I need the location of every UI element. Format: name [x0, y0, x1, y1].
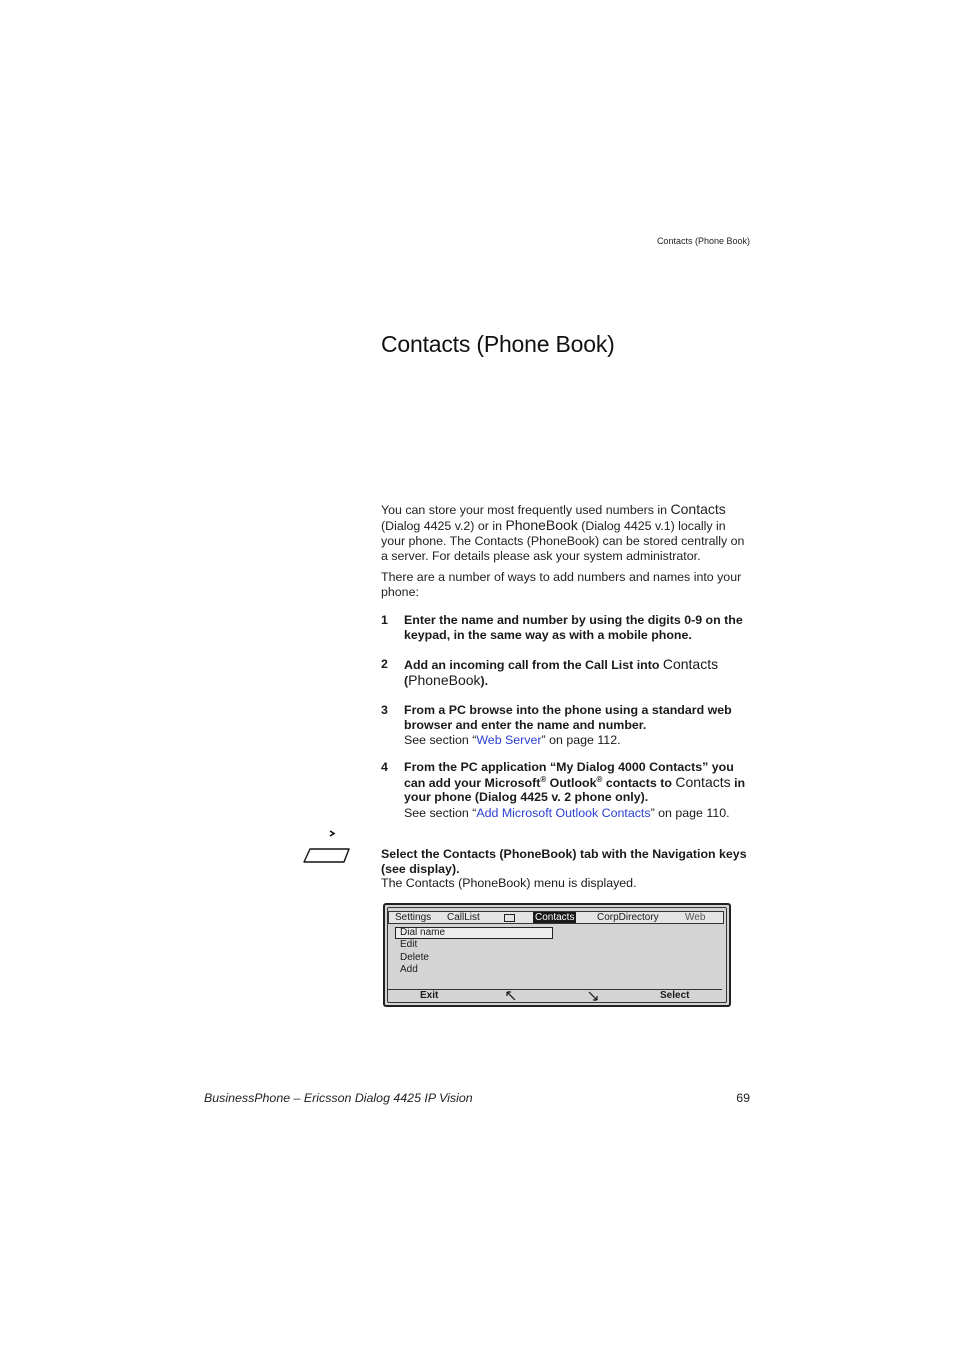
- display-tab-bar: [388, 911, 724, 924]
- footer-product-name: BusinessPhone – Ericsson Dialog 4425 IP Vision: [204, 1091, 473, 1105]
- see-text-a: See section “: [404, 805, 477, 820]
- ways-intro-paragraph: There are a number of ways to add numbers and names into your phone:: [381, 570, 742, 599]
- page-title: Contacts (Phone Book): [381, 331, 615, 357]
- display-menu-list: [397, 927, 553, 977]
- tab-corpdirectory[interactable]: CorpDirectory: [597, 912, 659, 923]
- see-text-b: ” on page 110.: [650, 805, 730, 820]
- see-text-b: ” on page 112.: [541, 733, 621, 747]
- step-text-a: Add an incoming call from the Call List into: [404, 658, 663, 672]
- phone-display: [383, 903, 731, 1007]
- step-1: [381, 613, 753, 642]
- envelope-icon: [504, 914, 515, 922]
- step-number: 2: [381, 657, 388, 671]
- step-4: [381, 760, 753, 820]
- instruction-bold: Select the Contacts (PhoneBook) tab with the Navigation keys (see display).: [381, 847, 747, 876]
- see-section: [404, 733, 753, 748]
- navigate-left-icon[interactable]: [506, 991, 517, 1001]
- exit-softkey[interactable]: Exit: [420, 990, 439, 1001]
- see-text-a: See section “: [404, 733, 477, 747]
- intro-phonebook-term: PhoneBook: [505, 517, 578, 533]
- running-header: Contacts (Phone Book): [656, 236, 750, 246]
- intro-text-c: (Dialog 4425 v.1) locally in your phone. The Contacts (PhoneBook) can be stored centrally on a server. For details please ask your system administrator.: [381, 519, 745, 563]
- tab-settings[interactable]: Settings: [395, 912, 432, 923]
- tab-calllist[interactable]: CallList: [447, 912, 480, 923]
- step-text-c: contacts to: [602, 775, 676, 790]
- navigate-right-icon[interactable]: [588, 991, 599, 1001]
- step-text: [404, 760, 753, 805]
- step-text: Enter the name and number by using the digits 0-9 on the keypad, in the same way as with a mobile phone.: [404, 613, 743, 642]
- see-section: [404, 806, 753, 821]
- intro-paragraph: [381, 502, 751, 564]
- step-3: [381, 703, 753, 748]
- step-text-d: in your phone (Dialog 4425 v. 2 phone only).: [404, 775, 746, 804]
- intro-text-a: You can store your most frequently used numbers in: [381, 503, 671, 517]
- step-2: [381, 657, 753, 688]
- navigation-instruction: [381, 847, 753, 891]
- menu-item-add[interactable]: Add: [400, 964, 418, 975]
- step-text-a: From the PC application “My Dialog 4000 Contacts” you can add your Microsoft: [404, 760, 734, 790]
- intro-text-b: (Dialog 4425 v.2) or in: [381, 519, 506, 533]
- display-softkeys: [388, 989, 722, 1002]
- registered-mark: ®: [596, 774, 603, 784]
- step-text: From a PC browse into the phone using a standard web browser and enter the name and number.: [404, 703, 732, 732]
- tab-web[interactable]: Web: [685, 912, 706, 923]
- menu-item-edit[interactable]: Edit: [400, 939, 418, 950]
- select-softkey[interactable]: Select: [660, 990, 690, 1001]
- instruction-result: The Contacts (PhoneBook) menu is displayed.: [381, 876, 637, 890]
- step-text: [404, 657, 753, 688]
- step-body: [404, 760, 753, 820]
- menu-item-dial-name[interactable]: Dial name: [395, 927, 553, 939]
- contacts-term: Contacts: [662, 656, 719, 672]
- phonebook-term: PhoneBook: [408, 671, 481, 688]
- step-number: 4: [381, 760, 388, 774]
- outlook-contacts-link[interactable]: Add Microsoft Outlook Contacts: [476, 805, 651, 820]
- registered-mark: ®: [540, 774, 547, 784]
- step-text-b: (: [404, 673, 409, 688]
- intro-contacts-term: Contacts: [670, 501, 726, 517]
- tab-contacts[interactable]: Contacts: [535, 912, 575, 923]
- step-number: 1: [381, 613, 388, 627]
- step-body: [404, 703, 753, 748]
- contacts-term: Contacts: [675, 773, 731, 790]
- navigation-key-icon: [302, 827, 352, 867]
- step-number: 3: [381, 703, 388, 717]
- step-text-c: ).: [480, 673, 489, 688]
- menu-item-delete[interactable]: Delete: [400, 951, 429, 963]
- web-server-link[interactable]: Web Server: [476, 733, 542, 747]
- step-text-b: Outlook: [546, 775, 597, 790]
- page-number: 69: [736, 1091, 750, 1105]
